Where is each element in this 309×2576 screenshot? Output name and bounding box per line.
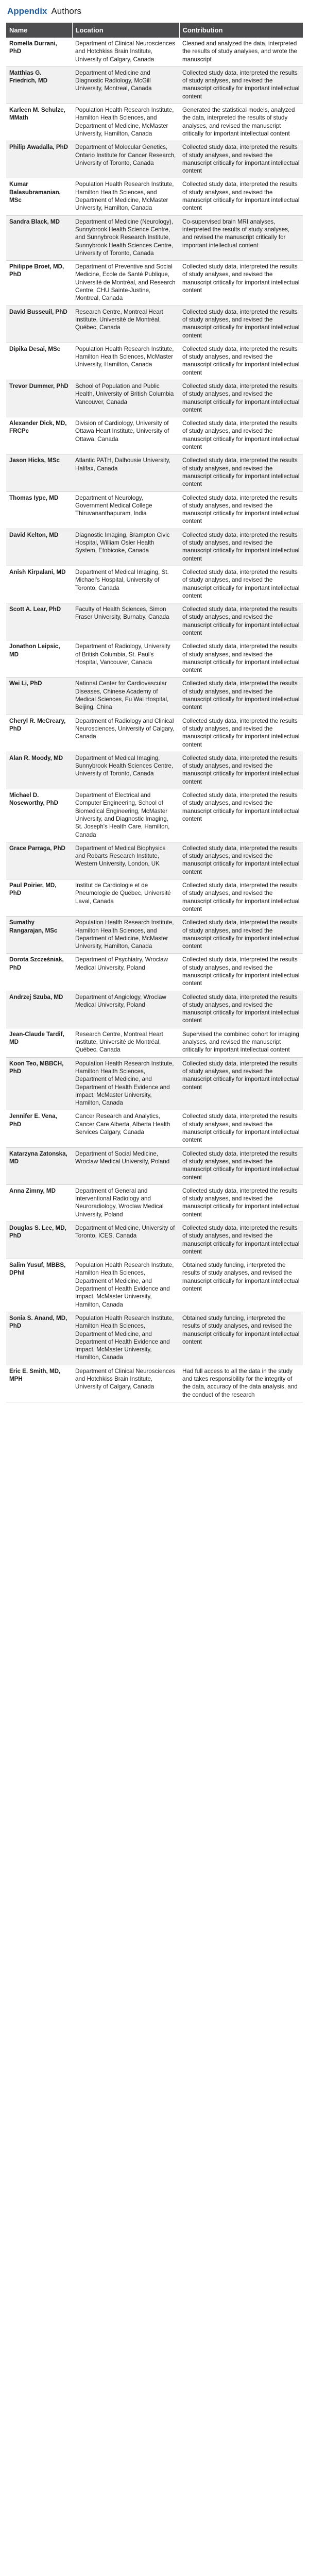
author-name-cell: Jonathon Leipsic, MD — [6, 640, 72, 677]
author-contribution-cell: Collected study data, interpreted the results of study analyses, and revised the manuscript critically for important intellectual content — [179, 178, 303, 215]
author-name-cell: Salim Yusuf, MBBS, DPhil — [6, 1259, 72, 1312]
author-name-cell: Andrzej Szuba, MD — [6, 991, 72, 1028]
table-row — [6, 1028, 303, 1057]
author-location-cell: Population Health Research Institute, Hamilton Health Sciences, and Department of Medicine, McMaster University, Hamilton, Canada — [72, 178, 179, 215]
author-name-cell: Alexander Dick, MD, FRCPc — [6, 417, 72, 454]
author-name-cell: Douglas S. Lee, MD, PhD — [6, 1222, 72, 1259]
author-location-cell: Diagnostic Imaging, Brampton Civic Hospital, William Osler Health System, Etobicoke, Canada — [72, 529, 179, 566]
author-location-cell: Research Centre, Montreal Heart Institute, Université de Montréal, Québec, Canada — [72, 1028, 179, 1057]
author-contribution-cell: Obtained study funding, interpreted the results of study analyses, and revised the manuscript critically for important intellectual content — [179, 1259, 303, 1312]
author-contribution-cell: Collected study data, interpreted the results of study analyses, and revised the manuscript critically for important intellectual content — [179, 954, 303, 991]
table-row — [6, 1147, 303, 1184]
table-row — [6, 954, 303, 991]
table-row — [6, 380, 303, 417]
author-location-cell: Department of Psychiatry, Wroclaw Medical University, Poland — [72, 954, 179, 991]
author-contribution-cell: Collected study data, interpreted the results of study analyses, and revised the manuscript critically for important intellectual content — [179, 1110, 303, 1147]
author-name-cell: Koon Teo, MBBCH, PhD — [6, 1057, 72, 1110]
author-contribution-cell: Collected study data, interpreted the results of study analyses, and revised the manuscript critically for important intellectual content — [179, 66, 303, 104]
author-location-cell: Department of Medicine and Diagnostic Radiology, McGill University, Montreal, Canada — [72, 66, 179, 104]
author-location-cell: School of Population and Public Health, University of British Columbia Vancouver, Canada — [72, 380, 179, 417]
table-row — [6, 215, 303, 260]
appendix-label: Appendix — [7, 6, 47, 16]
table-row — [6, 178, 303, 215]
author-location-cell: Department of Molecular Genetics, Ontario Institute for Cancer Research, University of Toronto, Canada — [72, 141, 179, 178]
author-name-cell: Dorota Szcześniak, PhD — [6, 954, 72, 991]
author-contribution-cell: Collected study data, interpreted the results of study analyses, and revised the manuscript critically for important intellectual content — [179, 306, 303, 343]
author-contribution-cell: Collected study data, interpreted the results of study analyses, and revised the manuscript critically for important intellectual content — [179, 261, 303, 306]
author-location-cell: Department of Clinical Neurosciences and Hotchkiss Brain Institute, University of Calgary, Canada — [72, 1365, 179, 1402]
author-contribution-cell: Collected study data, interpreted the results of study analyses, and revised the manuscript critically for important intellectual content — [179, 991, 303, 1028]
table-body — [6, 38, 303, 1402]
author-name-cell: Thomas Iype, MD — [6, 492, 72, 529]
author-name-cell: David Busseuil, PhD — [6, 306, 72, 343]
author-location-cell: Department of Medicine, University of Toronto, ICES, Canada — [72, 1222, 179, 1259]
author-location-cell: Institut de Cardiologie et de Pneumologie de Québec, Université Laval, Canada — [72, 879, 179, 917]
author-contribution-cell: Collected study data, interpreted the results of study analyses, and revised the manuscript critically for important intellectual content — [179, 917, 303, 954]
author-location-cell: Research Centre, Montreal Heart Institute, Université de Montréal, Québec, Canada — [72, 306, 179, 343]
author-contribution-cell: Collected study data, interpreted the results of study analyses, and revised the manuscript critically for important intellectual content — [179, 752, 303, 789]
table-row — [6, 677, 303, 715]
author-location-cell: Department of General and Interventional Radiology and Neuroradiology, Wroclaw Medical University, Poland — [72, 1184, 179, 1222]
author-location-cell: Cancer Research and Analytics, Cancer Care Alberta, Alberta Health Services Calgary, Canada — [72, 1110, 179, 1147]
author-contribution-cell: Collected study data, interpreted the results of study analyses, and revised the manuscript critically for important intellectual content — [179, 417, 303, 454]
author-location-cell: Population Health Research Institute, Hamilton Health Sciences, Department of Medicine, and Department of Health Evidence and Impact, McMaster University, Hamilton, Canada — [72, 1057, 179, 1110]
author-contribution-cell: Collected study data, interpreted the results of study analyses, and revised the manuscript critically for important intellectual content — [179, 603, 303, 640]
author-location-cell: Department of Clinical Neurosciences and Hotchkiss Brain Institute, University of Calgary, Canada — [72, 38, 179, 66]
author-name-cell: Katarzyna Zatonska, MD — [6, 1147, 72, 1184]
table-row — [6, 529, 303, 566]
author-contribution-cell: Obtained study funding, interpreted the results of study analyses, and revised the manuscript critically for important intellectual content — [179, 1312, 303, 1365]
author-location-cell: Department of Radiology and Clinical Neurosciences, University of Calgary, Canada — [72, 715, 179, 752]
author-contribution-cell: Collected study data, interpreted the results of study analyses, and revised the manuscript critically for important intellectual content — [179, 343, 303, 380]
author-name-cell: Trevor Dummer, PhD — [6, 380, 72, 417]
author-name-cell: Paul Poirier, MD, PhD — [6, 879, 72, 917]
author-contribution-cell: Collected study data, interpreted the results of study analyses, and revised the manuscript critically for important intellectual content — [179, 1147, 303, 1184]
author-contribution-cell: Cleaned and analyzed the data, interpreted the results of study analyses, and wrote the manuscript — [179, 38, 303, 66]
author-contribution-cell: Collected study data, interpreted the results of study analyses, and revised the manuscript critically for important intellectual content — [179, 1057, 303, 1110]
author-location-cell: Atlantic PATH, Dalhousie University, Halifax, Canada — [72, 454, 179, 492]
table-row — [6, 306, 303, 343]
column-header-name: Name — [6, 23, 72, 38]
author-contribution-cell: Collected study data, interpreted the results of study analyses, and revised the manuscript critically for important intellectual content — [179, 789, 303, 842]
table-row — [6, 789, 303, 842]
table-row — [6, 640, 303, 677]
table-row — [6, 1184, 303, 1222]
author-name-cell: Jean-Claude Tardif, MD — [6, 1028, 72, 1057]
table-header — [6, 23, 303, 38]
author-location-cell: National Center for Cardiovascular Diseases, Chinese Academy of Medical Sciences, Fu Wai Hospital, Beijing, China — [72, 677, 179, 715]
author-contribution-cell: Collected study data, interpreted the results of study analyses, and revised the manuscript critically for important intellectual content — [179, 677, 303, 715]
author-name-cell: Eric E. Smith, MD, MPH — [6, 1365, 72, 1402]
table-row — [6, 879, 303, 917]
author-name-cell: Philippe Broet, MD, PhD — [6, 261, 72, 306]
author-location-cell: Population Health Research Institute, Hamilton Health Sciences, McMaster University, Hamilton, Canada — [72, 343, 179, 380]
author-location-cell: Population Health Research Institute, Hamilton Health Sciences, Department of Medicine, and Department of Health Evidence and Impact, McMaster University, Hamilton, Canada — [72, 1312, 179, 1365]
author-location-cell: Department of Radiology, University of British Columbia, St. Paul's Hospital, Vancouver, Canada — [72, 640, 179, 677]
table-row — [6, 66, 303, 104]
author-name-cell: Scott A. Lear, PhD — [6, 603, 72, 640]
author-contribution-cell: Generated the statistical models, analyzed the data, interpreted the results of study analyses, and revised the manuscript critically for important intellectual content — [179, 104, 303, 141]
author-name-cell: Kumar Balasubramanian, MSc — [6, 178, 72, 215]
author-contribution-cell: Collected study data, interpreted the results of study analyses, and revised the manuscript critically for important intellectual content — [179, 715, 303, 752]
author-contribution-cell: Collected study data, interpreted the results of study analyses, and revised the manuscript critically for important intellectual content — [179, 879, 303, 917]
author-contribution-cell: Collected study data, interpreted the results of study analyses, and revised the manuscript critically for important intellectual content — [179, 566, 303, 603]
table-row — [6, 566, 303, 603]
table-row — [6, 603, 303, 640]
column-header-location: Location — [72, 23, 179, 38]
author-contribution-cell: Collected study data, interpreted the results of study analyses, and revised the manuscript critically for important intellectual content — [179, 380, 303, 417]
author-name-cell: Grace Parraga, PhD — [6, 842, 72, 879]
table-row — [6, 38, 303, 66]
author-name-cell: Matthias G. Friedrich, MD — [6, 66, 72, 104]
table-row — [6, 104, 303, 141]
author-location-cell: Faculty of Health Sciences, Simon Fraser University, Burnaby, Canada — [72, 603, 179, 640]
section-title: Authors — [51, 6, 82, 16]
author-name-cell: Wei Li, PhD — [6, 677, 72, 715]
author-name-cell: Philip Awadalla, PhD — [6, 141, 72, 178]
table-row — [6, 917, 303, 954]
author-name-cell: Dipika Desai, MSc — [6, 343, 72, 380]
column-header-contribution: Contribution — [179, 23, 303, 38]
author-location-cell: Department of Medicine (Neurology), Sunnybrook Health Science Centre, and Sunnybrook Research Institute, Sunnybrook Health Sciences Centre, University of Toronto, Canada — [72, 215, 179, 260]
author-name-cell: Jason Hicks, MSc — [6, 454, 72, 492]
author-name-cell: Anna Zimny, MD — [6, 1184, 72, 1222]
author-name-cell: Alan R. Moody, MD — [6, 752, 72, 789]
author-contribution-cell: Collected study data, interpreted the results of study analyses, and revised the manuscript critically for important intellectual content — [179, 640, 303, 677]
table-row — [6, 141, 303, 178]
author-location-cell: Population Health Research Institute, Hamilton Health Sciences, Department of Medicine, and Department of Health Evidence and Impact, McMaster University, Hamilton, Canada — [72, 1259, 179, 1312]
author-location-cell: Population Health Research Institute, Hamilton Health Sciences, and Department of Medicine, McMaster University, Hamilton, Canada — [72, 104, 179, 141]
table-row — [6, 492, 303, 529]
author-name-cell: Sonia S. Anand, MD, PhD — [6, 1312, 72, 1365]
table-row — [6, 1057, 303, 1110]
authors-table — [6, 23, 303, 1402]
author-contribution-cell: Collected study data, interpreted the results of study analyses, and revised the manuscript critically for important intellectual content — [179, 492, 303, 529]
table-row — [6, 1365, 303, 1402]
author-contribution-cell: Collected study data, interpreted the results of study analyses, and revised the manuscript critically for important intellectual content — [179, 454, 303, 492]
author-location-cell: Department of Electrical and Computer Engineering, School of Biomedical Engineering, McMaster University, and Diagnostic Imaging, St. Joseph's Health Care, Hamilton, Canada — [72, 789, 179, 842]
author-contribution-cell: Co-supervised brain MRI analyses, interpreted the results of study analyses, and revised the manuscript critically for important intellectual content — [179, 215, 303, 260]
author-location-cell: Department of Medical Imaging, Sunnybrook Health Sciences Centre, University of Toronto, Canada — [72, 752, 179, 789]
author-location-cell: Department of Social Medicine, Wroclaw Medical University, Poland — [72, 1147, 179, 1184]
author-location-cell: Department of Neurology, Government Medical College Thiruvananthapuram, India — [72, 492, 179, 529]
author-name-cell: Cheryl R. McCreary, PhD — [6, 715, 72, 752]
author-location-cell: Department of Angiology, Wroclaw Medical University, Poland — [72, 991, 179, 1028]
table-row — [6, 1222, 303, 1259]
author-location-cell: Department of Medical Biophysics and Robarts Research Institute, Western University, London, UK — [72, 842, 179, 879]
author-location-cell: Population Health Research Institute, Hamilton Health Sciences, and Department of Medicine, McMaster University, Hamilton, Canada — [72, 917, 179, 954]
author-name-cell: Jennifer E. Vena, PhD — [6, 1110, 72, 1147]
table-row — [6, 715, 303, 752]
author-contribution-cell: Had full access to all the data in the study and takes responsibility for the integrity of the data, accuracy of the data analysis, and the conduct of the research — [179, 1365, 303, 1402]
author-contribution-cell: Collected study data, interpreted the results of study analyses, and revised the manuscript critically for important intellectual content — [179, 529, 303, 566]
table-row — [6, 261, 303, 306]
table-row — [6, 417, 303, 454]
appendix-heading — [7, 6, 303, 16]
table-row — [6, 343, 303, 380]
table-row — [6, 991, 303, 1028]
table-row — [6, 842, 303, 879]
author-location-cell: Division of Cardiology, University of Ottawa Heart Institute, University of Ottawa, Canada — [72, 417, 179, 454]
author-name-cell: Sandra Black, MD — [6, 215, 72, 260]
author-contribution-cell: Collected study data, interpreted the results of study analyses, and revised the manuscript critically for important intellectual content — [179, 141, 303, 178]
author-name-cell: Karleen M. Schulze, MMath — [6, 104, 72, 141]
author-name-cell: Sumathy Rangarajan, MSc — [6, 917, 72, 954]
author-contribution-cell: Supervised the combined cohort for imaging analyses, and revised the manuscript critically for important intellectual content — [179, 1028, 303, 1057]
author-location-cell: Department of Preventive and Social Medicine, Ecole de Santé Publique, Université de Montréal, and Research Centre, CHU Sainte-Justine, Montreal, Canada — [72, 261, 179, 306]
author-contribution-cell: Collected study data, interpreted the results of study analyses, and revised the manuscript critically for important intellectual content — [179, 1222, 303, 1259]
table-row — [6, 752, 303, 789]
author-name-cell: Romella Durrani, PhD — [6, 38, 72, 66]
author-contribution-cell: Collected study data, interpreted the results of study analyses, and revised the manuscript critically for important intellectual content — [179, 842, 303, 879]
table-row — [6, 1312, 303, 1365]
author-name-cell: David Kelton, MD — [6, 529, 72, 566]
table-row — [6, 454, 303, 492]
table-row — [6, 1110, 303, 1147]
table-row — [6, 1259, 303, 1312]
author-contribution-cell: Collected study data, interpreted the results of study analyses, and revised the manuscript critically for important intellectual content — [179, 1184, 303, 1222]
author-location-cell: Department of Medical Imaging, St. Michael's Hospital, University of Toronto, Canada — [72, 566, 179, 603]
author-name-cell: Anish Kirpalani, MD — [6, 566, 72, 603]
author-name-cell: Michael D. Noseworthy, PhD — [6, 789, 72, 842]
